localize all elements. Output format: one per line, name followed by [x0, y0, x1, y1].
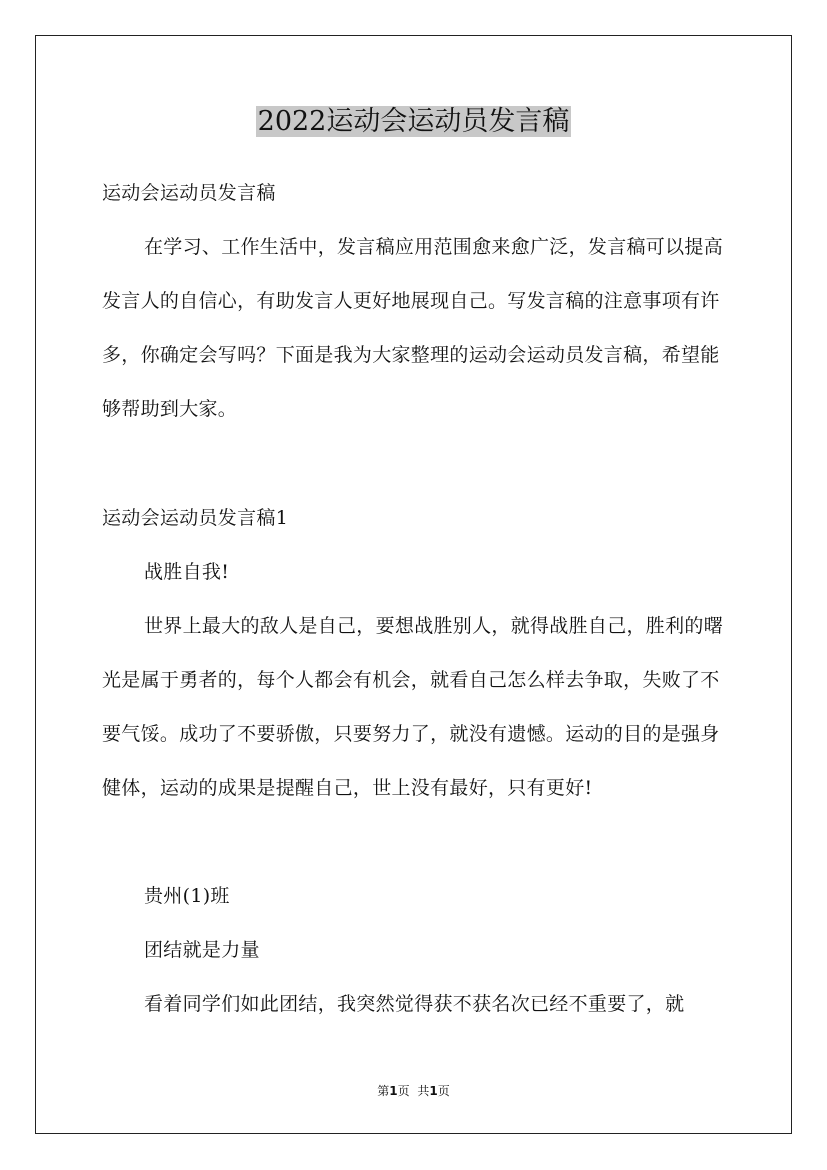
- speech2-body: 看着同学们如此团结，我突然觉得获不获名次已经不重要了，就: [144, 993, 685, 1015]
- speech2-title: 团结就是力量: [144, 939, 260, 961]
- total-pages-number: 1: [429, 1084, 438, 1098]
- speech1-title: 战胜自我!: [144, 561, 230, 583]
- speech1-body: 世界上最大的敌人是自己，要想战胜别人，就得战胜自己，胜利的曙光是属于勇者的，每个人都会有机会，就看自己怎么样去争取，失败了不要气馁。成功了不要骄傲，只要努力了，就没有遗憾。运动的目的是强身健体，运动的成果是提醒自己，世上没有最好，只有更好!: [102, 615, 724, 799]
- page-label-prefix: 第: [377, 1084, 390, 1098]
- section-heading: 运动会运动员发言稿1: [102, 507, 289, 529]
- page-label-suffix: 页: [397, 1084, 410, 1098]
- document-title: [0, 102, 827, 142]
- speech1-class: 贵州(1)班: [144, 885, 230, 907]
- page-footer: [0, 1082, 827, 1100]
- current-page-number: 1: [389, 1084, 398, 1098]
- intro-heading: 运动会运动员发言稿: [102, 182, 276, 204]
- total-label-suffix: 页: [437, 1084, 450, 1098]
- intro-paragraph: 在学习、工作生活中，发言稿应用范围愈来愈广泛，发言稿可以提高发言人的自信心，有助发言人更好地展现自己。写发言稿的注意事项有许多，你确定会写吗？下面是我为大家整理的运动会运动员发言稿，希望能够帮助到大家。: [102, 236, 724, 420]
- total-label-prefix: 共: [417, 1084, 430, 1098]
- document-title-text: 2022运动会运动员发言稿: [257, 106, 570, 137]
